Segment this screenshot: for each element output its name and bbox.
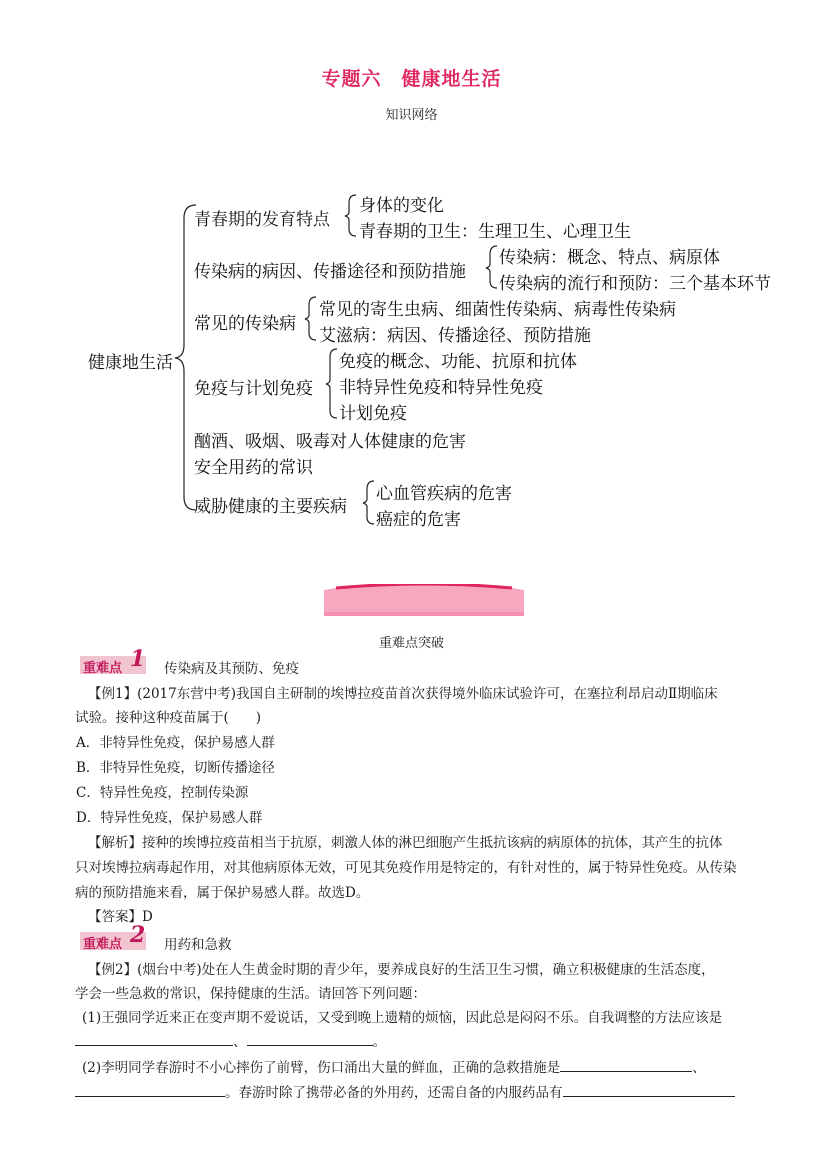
answer-blank[interactable] [247, 1031, 373, 1046]
mindmap-leaf: 传染病：概念、特点、病原体 [499, 248, 720, 268]
decorative-banner [318, 584, 530, 618]
key-point-title: 传染病及其预防、免疫 [164, 661, 299, 677]
analysis-text: 只对埃博拉病毒起作用，对其他病原体无效，可见其免疫作用是特定的，有针对性的，属于特异性免疫。从传染 [75, 860, 737, 876]
key-point-label: 重难点 [83, 661, 123, 676]
answer-blank[interactable] [75, 1082, 225, 1097]
option-d: D．特异性免疫，保护易感人群 [76, 810, 263, 826]
option-b: B．非特异性免疫，切断传播途径 [76, 760, 275, 776]
question-line [82, 1056, 706, 1076]
mindmap-leaf: 计划免疫 [339, 404, 407, 424]
mindmap-node-common-diseases: 常见的传染病 [194, 314, 296, 334]
question-line [75, 1081, 735, 1101]
mindmap-leaf: 身体的变化 [359, 196, 444, 216]
mindmap-node-puberty: 青春期的发育特点 [194, 210, 330, 230]
key-point-number: 2 [130, 922, 146, 948]
example-text: 学会一些急救的常识，保持健康的生活。请回答下列问题： [75, 986, 426, 1002]
key-point-label: 重难点 [83, 937, 123, 952]
mindmap-root: 健康地生活 [88, 353, 173, 373]
key-point-title: 用药和急救 [164, 937, 232, 953]
mindmap-leaf: 常见的寄生虫病、细菌性传染病、病毒性传染病 [319, 300, 676, 320]
example-text: 【例2】(烟台中考)处在人生黄金时期的青少年，要养成良好的生活卫生习惯，确立积极健康的生活态度， [88, 962, 715, 978]
separator: 、 [692, 1060, 706, 1076]
question-text: 。春游时除了携带必备的外用药，还需自备的内服药品有 [225, 1085, 563, 1101]
question-text: (2)李明同学春游时不小心摔伤了前臂，伤口涌出大量的鲜血，正确的急救措施是 [82, 1060, 561, 1076]
option-c: C．特异性免疫，控制传染源 [76, 785, 249, 801]
mindmap-node-substance-harm: 酗酒、吸烟、吸毒对人体健康的危害 [194, 432, 466, 452]
key-point-number: 1 [130, 646, 146, 672]
period: 。 [372, 1034, 386, 1050]
mindmap-leaf: 癌症的危害 [376, 510, 461, 530]
answer-blank[interactable] [75, 1031, 233, 1046]
example-text: 试验。接种这种疫苗属于( ) [75, 710, 262, 726]
mindmap-leaf: 心血管疾病的危害 [376, 484, 512, 504]
section-heading: 重难点突破 [378, 636, 444, 651]
mindmap-node-safe-medication: 安全用药的常识 [194, 458, 313, 478]
mindmap-node-immunity: 免疫与计划免疫 [194, 379, 313, 399]
mindmap-node-major-diseases: 威胁健康的主要疾病 [194, 497, 347, 517]
mindmap-leaf: 艾滋病：病因、传播途径、预防措施 [319, 326, 591, 346]
answer-blank[interactable] [563, 1082, 735, 1097]
mindmap-leaf: 传染病的流行和预防：三个基本环节 [499, 274, 771, 294]
option-a: A．非特异性免疫，保护易感人群 [76, 735, 275, 751]
answer-text: 【答案】D [88, 909, 153, 925]
mindmap-leaf: 免疫的概念、功能、抗原和抗体 [339, 352, 577, 372]
example-text: 【例1】(2017东营中考)我国自主研制的埃博拉疫苗首次获得境外临床试验许可，在塞拉利昂启动Ⅱ期临床 [88, 686, 718, 702]
answer-blank[interactable] [560, 1057, 692, 1072]
mindmap-leaf: 青春期的卫生：生理卫生、心理卫生 [359, 222, 631, 242]
mindmap-leaf: 非特异性免疫和特异性免疫 [339, 378, 543, 398]
mindmap-node-infectious-causes: 传染病的病因、传播途径和预防措施 [194, 262, 466, 282]
page-title: 专题六 健康地生活 [321, 68, 502, 90]
subtitle: 知识网络 [385, 108, 438, 123]
answer-line [75, 1030, 386, 1050]
question-text: (1)王强同学近来正在变声期不爱说话，又受到晚上遗精的烦恼，因此总是闷闷不乐。自我调整的方法应该是 [82, 1010, 723, 1026]
separator: 、 [233, 1034, 247, 1050]
analysis-text: 【解析】接种的埃博拉疫苗相当于抗原，刺激人体的淋巴细胞产生抵抗该病的病原体的抗体，其产生的抗体 [88, 835, 723, 851]
analysis-text: 病的预防措施来看，属于保护易感人群。故选D。 [75, 885, 370, 901]
